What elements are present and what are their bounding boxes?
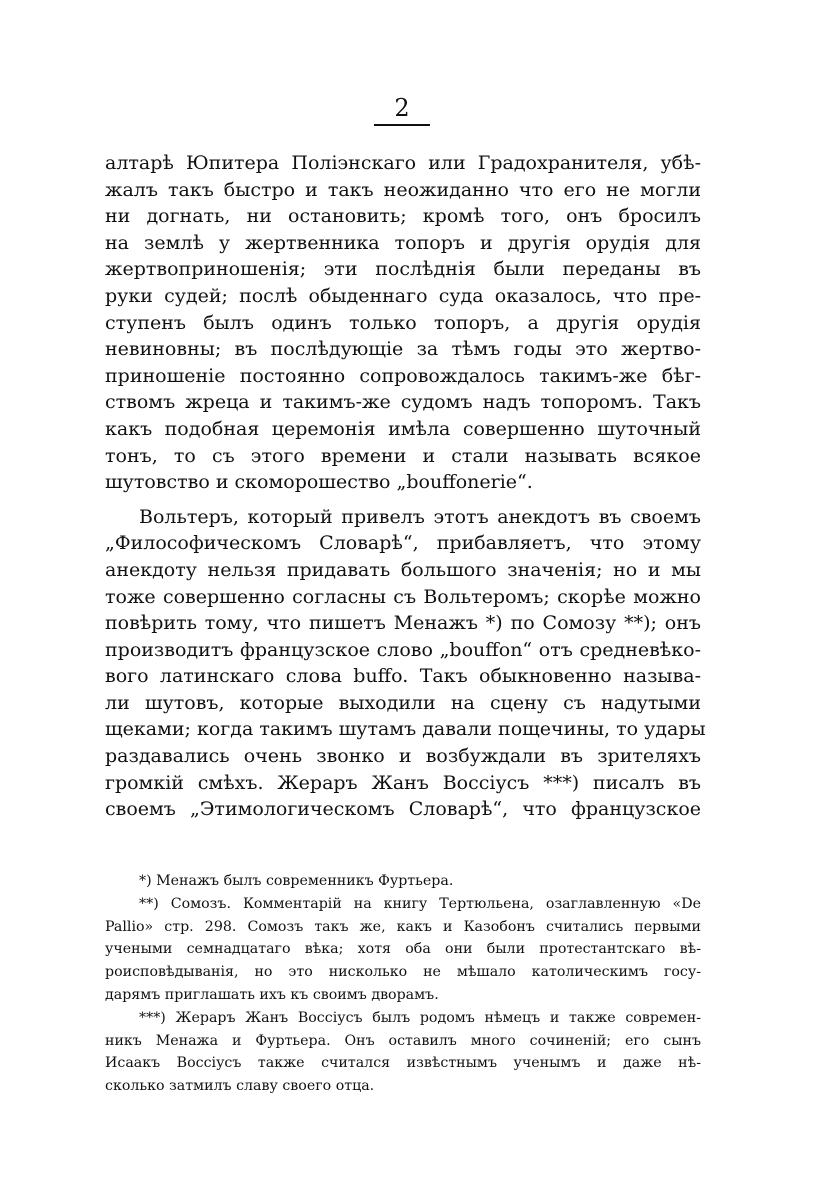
- text-line: анекдоту нельзя придавать большого значенія; но и мы: [105, 558, 701, 581]
- footnote-line: ***) Жераръ Жанъ Воссіусъ былъ родомъ нѣмецъ и также современ-: [139, 1009, 701, 1026]
- text-line: ли шутовъ, которые выходили на сцену съ надутыми: [105, 691, 701, 714]
- footnote-line: сколько затмилъ славу своего отца.: [105, 1078, 375, 1095]
- footnote-line: никъ Менажа и Фуртьера. Онъ оставилъ много сочиненій; его сынъ: [105, 1032, 701, 1049]
- text-line: тоже совершенно согласны съ Вольтеромъ; скорѣе можно: [105, 585, 701, 608]
- text-line: ступенъ былъ одинъ только топоръ, а другія орудія: [105, 311, 701, 334]
- text-line: своемъ „Этимологическомъ Словарѣ“, что французское: [105, 798, 701, 821]
- text-line: повѣрить тому, что пишетъ Менажъ *) по Сомозу **); онъ: [105, 612, 701, 635]
- text-line: „Философическомъ Словарѣ“, прибавляетъ, что этому: [105, 532, 701, 555]
- text-line: громкій смѣхъ. Жераръ Жанъ Воссіусъ ***) писалъ въ: [105, 771, 701, 794]
- footnote-line: Pallio» стр. 298. Сомозъ такъ же, какъ и Казобонъ считались первыми: [105, 918, 701, 935]
- text-line: щеками; когда такимъ шутамъ давали пощечины, то удары: [105, 718, 706, 741]
- text-line: руки судей; послѣ обыденнаго суда оказалось, что пре-: [105, 284, 701, 307]
- text-line: какъ подобная церемонія имѣла совершенно шуточный: [105, 417, 701, 440]
- footnote-line: роисповѣдыванія, но это нисколько не мѣшало католическимъ госу-: [105, 964, 701, 981]
- text-line: ствомъ жреца и такимъ-же судомъ надъ топоромъ. Такъ: [105, 391, 701, 414]
- text-line: Вольтеръ, который привелъ этотъ анекдотъ въ своемъ: [139, 505, 701, 528]
- footnote-line: *) Менажъ былъ современникъ Фуртьера.: [139, 873, 454, 889]
- footnote-line: учеными семнадцатаго вѣка; хотя оба они были протестантскаго вѣ-: [105, 941, 701, 958]
- text-line: вого латинскаго слова buffo. Такъ обыкновенно называ-: [105, 665, 701, 688]
- footnote-line: **) Сомозъ. Комментарій на книгу Тертюльена, озаглавленную «De: [139, 895, 701, 912]
- footnote-line: дарямъ приглашать ихъ къ своимъ дворамъ.: [105, 986, 439, 1003]
- main-text: [105, 150, 706, 823]
- text-line: шутовство и скоморошество „bouffonerie“.: [105, 471, 533, 494]
- page-number: 2: [374, 94, 430, 126]
- text-line: на землѣ у жертвенника топоръ и другія орудія для: [105, 231, 701, 254]
- text-line: раздавались очень звонко и возбуждали въ зрителяхъ: [105, 745, 701, 768]
- text-line: жалъ такъ быстро и такъ неожиданно что его не могли: [105, 178, 701, 201]
- footnote-line: Исаакъ Воссіусъ также считался извѣстнымъ ученымъ и даже нѣ-: [105, 1055, 701, 1072]
- text-line: невиновны; въ послѣдующіе за тѣмъ годы это жертво-: [105, 338, 701, 361]
- text-line: приношеніе постоянно сопровождалось такимъ-же бѣг-: [105, 364, 701, 387]
- text-line: жертвоприношенія; эти послѣднія были переданы въ: [105, 258, 701, 281]
- text-line: производитъ французское слово „bouffon“ отъ средневѣко-: [105, 638, 701, 661]
- footnotes: [105, 870, 701, 1098]
- text-line: алтарѣ Юпитера Поліэнскаго или Градохранителя, убѣ-: [105, 152, 701, 174]
- text-line: тонъ, то съ этого времени и стали называть всякое: [105, 444, 701, 467]
- text-line: ни догнать, ни остановить; кромѣ того, онъ бросилъ: [105, 205, 701, 228]
